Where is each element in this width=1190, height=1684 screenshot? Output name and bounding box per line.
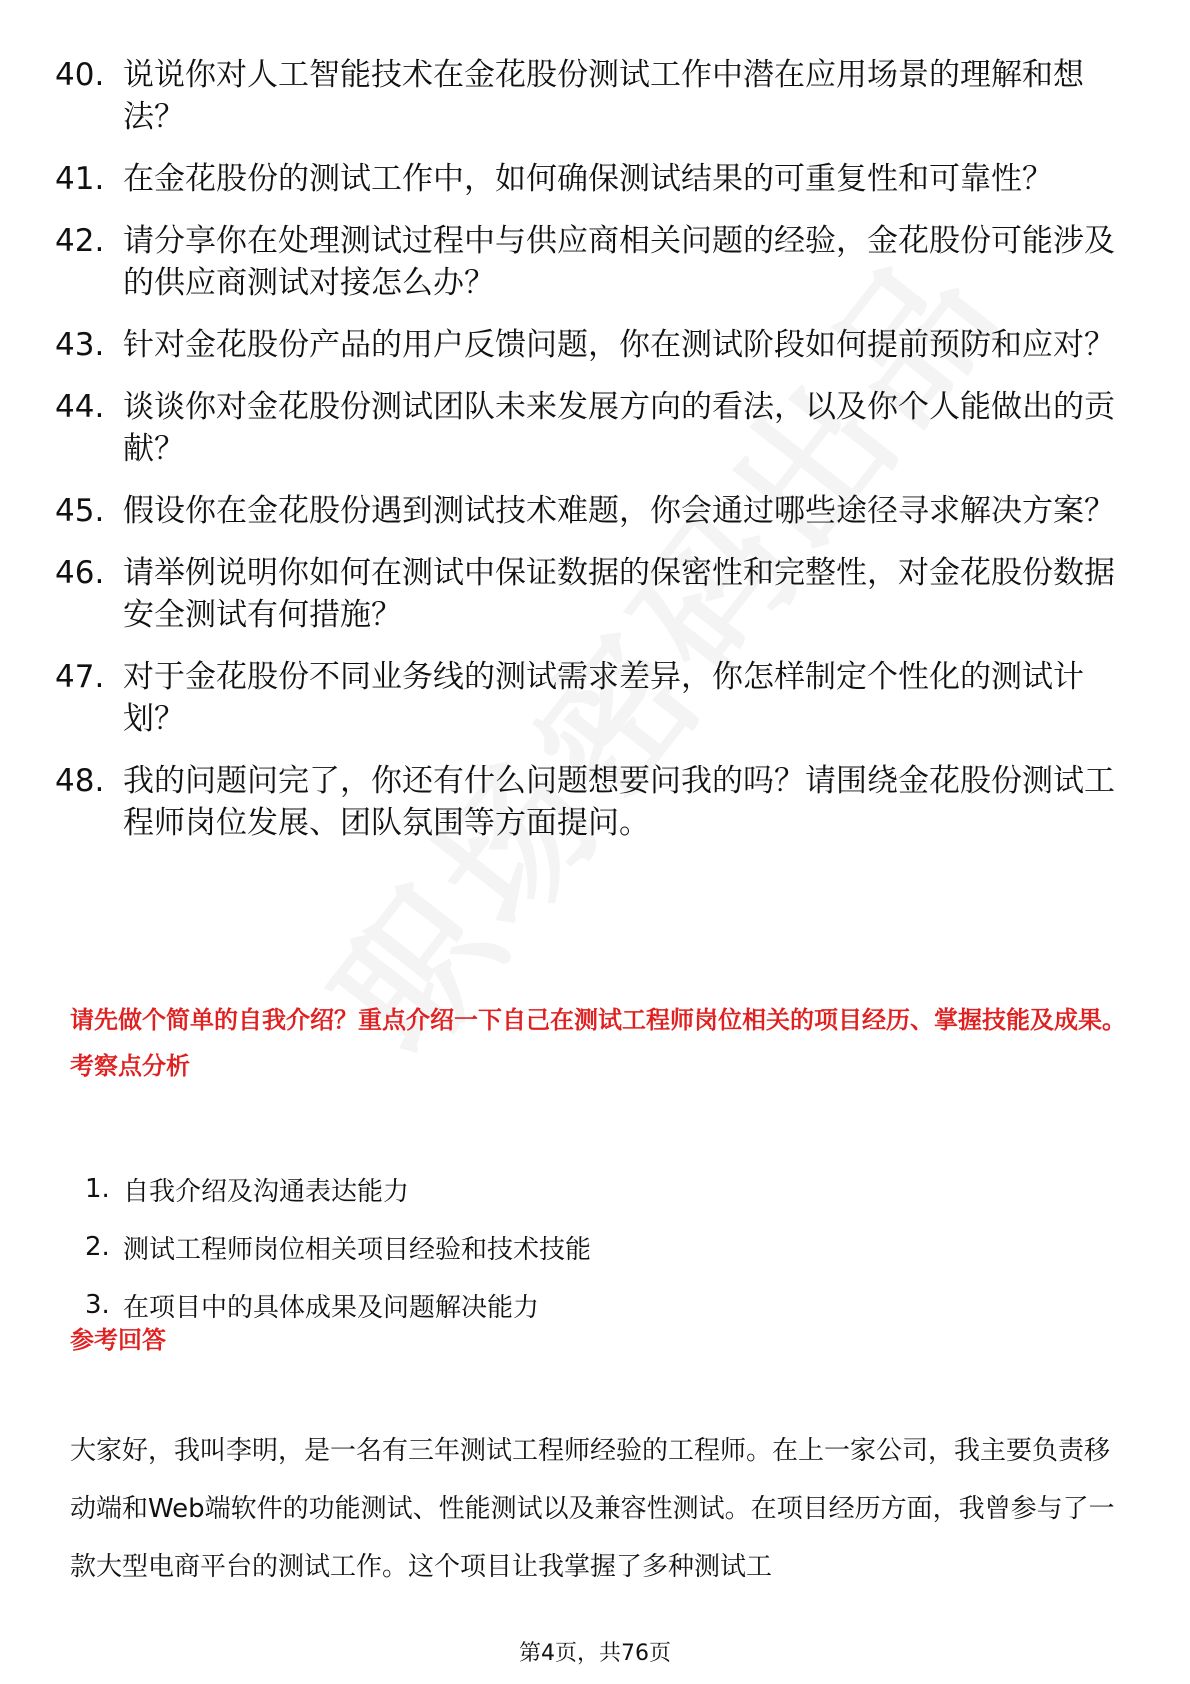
list-item [85,1218,985,1276]
point-text: 自我介绍及沟通表达能力 [123,1176,410,1207]
analysis-points [85,1160,985,1334]
point-number: 3. [85,1290,110,1320]
question-list [55,54,1115,864]
list-item [55,386,1115,470]
question-number: 42. [55,223,105,259]
list-item [55,490,1115,532]
reference-heading: 参考回答 [70,1326,166,1354]
list-item [55,220,1115,304]
reference-answer: 大家好，我叫李明，是一名有三年测试工程师经验的工程师。在上一家公司，我主要负责移动端和Web端软件的功能测试、性能测试以及兼容性测试。在项目经历方面，我曾参与了一款大型电商平台的测试工作。这个项目让我掌握了多种测试工 [70,1436,1115,1582]
question-text: 针对金花股份产品的用户反馈问题，你在测试阶段如何提前预防和应对？ [123,327,1115,363]
question-number: 44. [55,389,105,425]
page-number: 第4页，共76页 [519,1641,671,1666]
question-text: 说说你对人工智能技术在金花股份测试工作中潜在应用场景的理解和想法？ [123,57,1084,135]
list-item [55,552,1115,636]
list-item [55,158,1115,200]
point-number: 2. [85,1232,110,1262]
question-text: 请举例说明你如何在测试中保证数据的保密性和完整性，对金花股份数据安全测试有何措施？ [123,555,1115,633]
list-item [85,1276,985,1334]
question-text: 在金花股份的测试工作中，如何确保测试结果的可重复性和可靠性？ [123,161,1053,197]
question-number: 40. [55,57,105,93]
question-number: 41. [55,161,105,197]
question-text: 我的问题问完了，你还有什么问题想要问我的吗？请围绕金花股份测试工程师岗位发展、团队氛围等方面提问。 [123,763,1115,841]
question-number: 45. [55,493,105,529]
point-text: 在项目中的具体成果及问题解决能力 [123,1292,540,1323]
question-text: 对于金花股份不同业务线的测试需求差异，你怎样制定个性化的测试计划？ [123,659,1084,737]
list-item [55,324,1115,366]
question-number: 47. [55,659,105,695]
question-number: 48. [55,763,105,799]
point-number: 1. [85,1174,110,1204]
list-item [55,760,1115,844]
point-text: 测试工程师岗位相关项目经验和技术技能 [123,1234,592,1265]
question-text: 假设你在金花股份遇到测试技术难题，你会通过哪些途径寻求解决方案？ [123,493,1115,529]
list-item [55,656,1115,740]
featured-question: 请先做个简单的自我介绍？重点介绍一下自己在测试工程师岗位相关的项目经历、掌握技能及成果。 [70,1006,1126,1034]
analysis-heading: 考察点分析 [70,1052,190,1080]
list-item [55,54,1115,138]
list-item [85,1160,985,1218]
question-number: 46. [55,555,105,591]
question-text: 谈谈你对金花股份测试团队未来发展方向的看法，以及你个人能做出的贡献？ [123,389,1115,467]
question-number: 43. [55,327,105,363]
question-text: 请分享你在处理测试过程中与供应商相关问题的经验，金花股份可能涉及的供应商测试对接怎么办？ [123,223,1115,301]
